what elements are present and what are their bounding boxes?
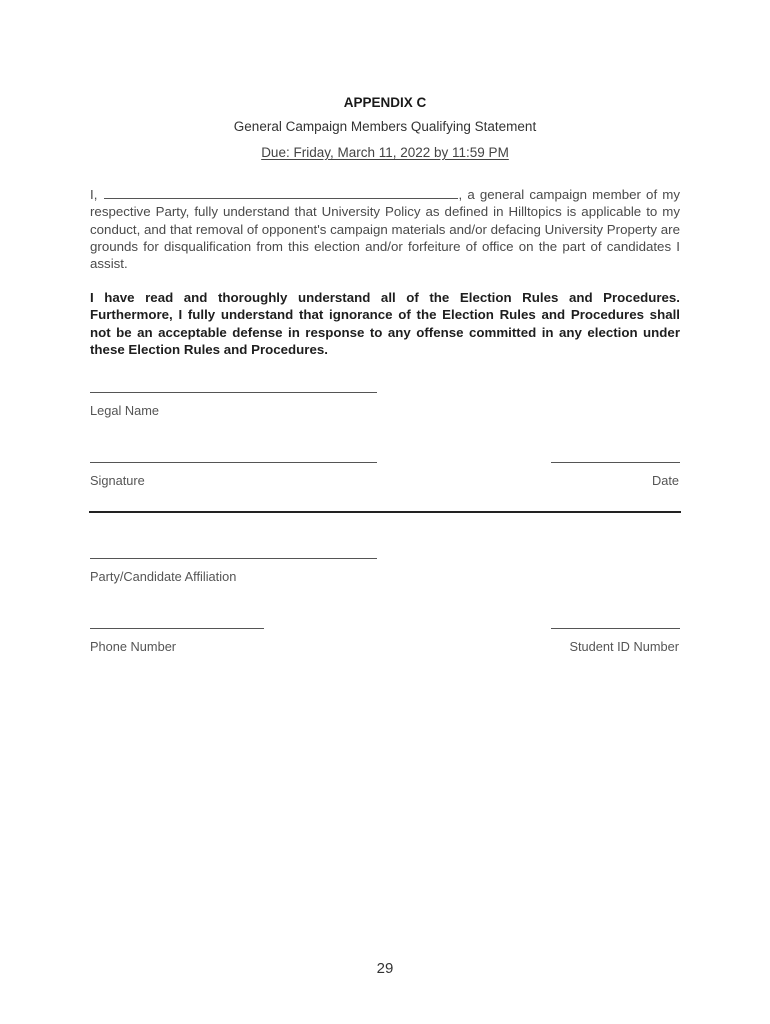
page-number: 29 xyxy=(376,960,394,977)
document-subtitle: General Campaign Members Qualifying Statement xyxy=(233,119,537,134)
name-blank-field[interactable] xyxy=(104,186,458,199)
due-date-line: Due: Friday, March 11, 2022 by 11:59 PM xyxy=(261,145,509,160)
phone-number-label: Phone Number xyxy=(90,639,177,654)
party-affiliation-line[interactable] xyxy=(90,558,377,559)
statement-prefix: I, xyxy=(90,187,103,202)
legal-name-label: Legal Name xyxy=(90,403,160,418)
date-line[interactable] xyxy=(551,462,680,463)
phone-number-line[interactable] xyxy=(90,628,264,629)
party-affiliation-label: Party/Candidate Affiliation xyxy=(90,569,237,584)
acknowledgement-paragraph: I have read and thoroughly understand all of the Election Rules and Procedures. Furthermore, I fully understand that ignorance of the Election Rules and Procedures shall not be an acceptable defense in response to any offense committed in any election under these Election Rules and Procedures. xyxy=(90,290,680,357)
statement-suffix: , a general campaign member of my respective Party, fully understand that University Policy as defined in Hilltopics is applicable to my conduct, and that removal of opponent's campaign materials and/or defacing University Property are grounds for disqualification from this election and/or forfeiture of office on the part of candidates I assist. xyxy=(90,187,680,272)
section-divider xyxy=(89,511,681,513)
legal-name-line[interactable] xyxy=(90,392,377,393)
signature-label: Signature xyxy=(90,473,145,488)
date-label: Date xyxy=(651,473,679,488)
statement-paragraph xyxy=(90,186,680,272)
student-id-line[interactable] xyxy=(551,628,680,629)
appendix-title: APPENDIX C xyxy=(343,95,427,110)
student-id-label: Student ID Number xyxy=(569,639,679,654)
signature-line[interactable] xyxy=(90,462,377,463)
